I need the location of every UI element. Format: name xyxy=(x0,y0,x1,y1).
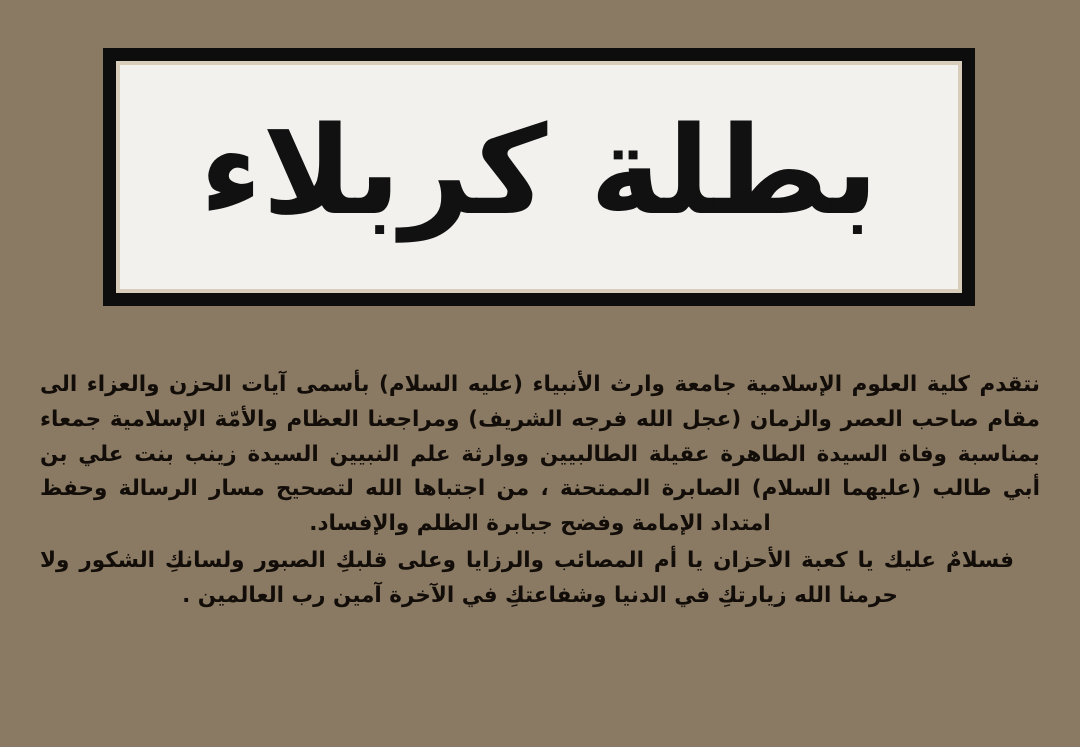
calligraphy-banner xyxy=(103,48,975,306)
banner-inner-panel xyxy=(120,65,958,289)
calligraphy-title: بطلة كربلاء xyxy=(199,100,879,242)
paragraph-1: نتقدم كلية العلوم الإسلامية جامعة وارث الأنبياء (عليه السلام) بأسمى آيات الحزن والعزاء الى مقام صاحب العصر والزمان (عجل الله فرجه الشريف) ومراجعنا العظام والأمّة الإسلامية جمعاء بمناسبة وفاة السيدة الطاهرة عقيلة الطالبيين ووارثة علم النبيين السيدة زينب بنت علي بن أبي طالب (عليهما السلام) الصابرة الممتحنة ، من اجتباها الله لتصحيح مسار الرسالة وحفظ امتداد الإمامة وفضح جبابرة الظلم والإفساد. xyxy=(40,372,1040,537)
paragraph-2: فسلامٌ عليك يا كعبة الأحزان يا أم المصائب والرزايا وعلى قلبكِ الصبور ولسانكِ الشكور ولا حرمنا الله زيارتكِ في الدنيا وشفاعتكِ في الآخرة آمين رب العالمين . xyxy=(40,548,1014,608)
banner-mid-frame xyxy=(116,61,962,293)
banner-outer-frame xyxy=(103,48,975,306)
condolence-body xyxy=(40,368,1040,616)
